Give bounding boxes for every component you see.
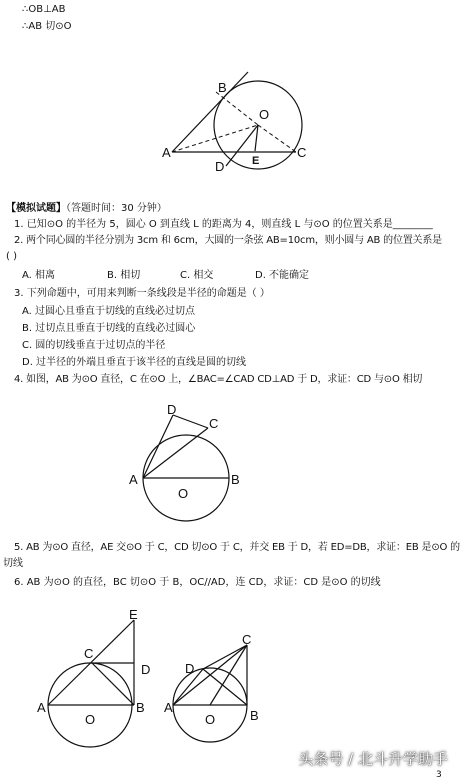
figure-4-line-oc bbox=[210, 645, 247, 705]
q3-option-a: A. 过圆心且垂直于切线的直线必过切点 bbox=[22, 306, 196, 317]
fig2-label-c: C bbox=[209, 416, 219, 431]
intro-line-1: ∴OB⊥AB bbox=[22, 4, 66, 15]
q3-option-b: B. 过切点且垂直于切线的直线必过圆心 bbox=[22, 323, 196, 334]
question-1: 1. 已知⊙O 的半径为 5，圆心 O 到直线 L 的距离为 4，则直线 L 与⊙O 的位置关系是________ bbox=[14, 219, 433, 230]
fig1-label-a: A bbox=[162, 145, 171, 160]
intro-line-2: ∴AB 切⊙O bbox=[22, 21, 72, 32]
fig1-label-d: D bbox=[215, 159, 225, 174]
question-3: 3. 下列命题中，可用来判断一条线段是半径的命题是（ ） bbox=[14, 288, 270, 299]
fig4-label-b: B bbox=[250, 708, 259, 723]
fig4-label-c: C bbox=[242, 632, 252, 647]
q3-option-d: D. 过半径的外端且垂直于该半径的直线是圆的切线 bbox=[22, 357, 247, 368]
question-2: 2. 两个同心圆的半径分别为 3cm 和 6cm，大圆的一条弦 AB=10cm，则小圆与 AB 的位置关系是 bbox=[14, 235, 442, 246]
figure-4-line-db bbox=[203, 669, 247, 705]
fig3-label-e: E bbox=[129, 607, 138, 622]
question-5-line-1: 5. AB 为⊙O 直径，AE 交⊙O 于 C，CD 切⊙O 于 C，并交 EB 于 D，若 ED=DB，求证：EB 是⊙O 的 bbox=[14, 542, 460, 553]
fig4-label-d: D bbox=[185, 661, 195, 676]
question-5-line-2: 切线 bbox=[3, 558, 23, 569]
fig1-label-c: C bbox=[297, 145, 307, 160]
fig1-label-b: B bbox=[218, 80, 227, 95]
fig2-label-o: O bbox=[178, 486, 189, 501]
q3-option-c: C. 圆的切线垂直于过切点的半径 bbox=[22, 340, 166, 351]
watermark-text: 头条号 / 北斗升学助手 bbox=[298, 750, 448, 768]
section-heading: 【模拟试题】 bbox=[6, 203, 66, 214]
fig3-label-a: A bbox=[37, 700, 46, 715]
fig3-label-o: O bbox=[85, 712, 96, 727]
fig3-label-b: B bbox=[136, 700, 145, 715]
fig4-label-o: O bbox=[205, 712, 216, 727]
section-time: （答题时间：30 分钟） bbox=[66, 203, 167, 214]
fig1-label-e: E bbox=[252, 155, 260, 167]
fig3-label-c: C bbox=[84, 646, 94, 661]
fig4-label-a: A bbox=[164, 700, 173, 715]
question-4: 4. 如图，AB 为⊙O 直径，C 在⊙O 上，∠BAC=∠CAD CD⊥AD 于 D，求证：CD 与⊙O 相切 bbox=[14, 374, 423, 385]
q2-option-c: C. 相交 bbox=[180, 270, 214, 281]
question-6: 6. AB 为⊙O 的直径，BC 切⊙O 于 B，OC//AD，连 CD，求证：CD 是⊙O 的切线 bbox=[14, 577, 381, 588]
page-mark: 3 bbox=[436, 770, 442, 780]
fig1-label-o: O bbox=[259, 107, 270, 122]
fig2-label-d: D bbox=[167, 402, 177, 417]
q2-option-a: A. 相离 bbox=[22, 270, 56, 281]
figure-4-line-dc bbox=[203, 645, 247, 669]
q2-option-d: D. 不能确定 bbox=[255, 270, 310, 281]
question-2-blank: ( ) bbox=[6, 251, 17, 262]
fig2-label-a: A bbox=[129, 472, 138, 487]
fig3-label-d: D bbox=[141, 662, 151, 677]
q2-option-b: B. 相切 bbox=[107, 270, 141, 281]
fig2-label-b: B bbox=[231, 472, 240, 487]
